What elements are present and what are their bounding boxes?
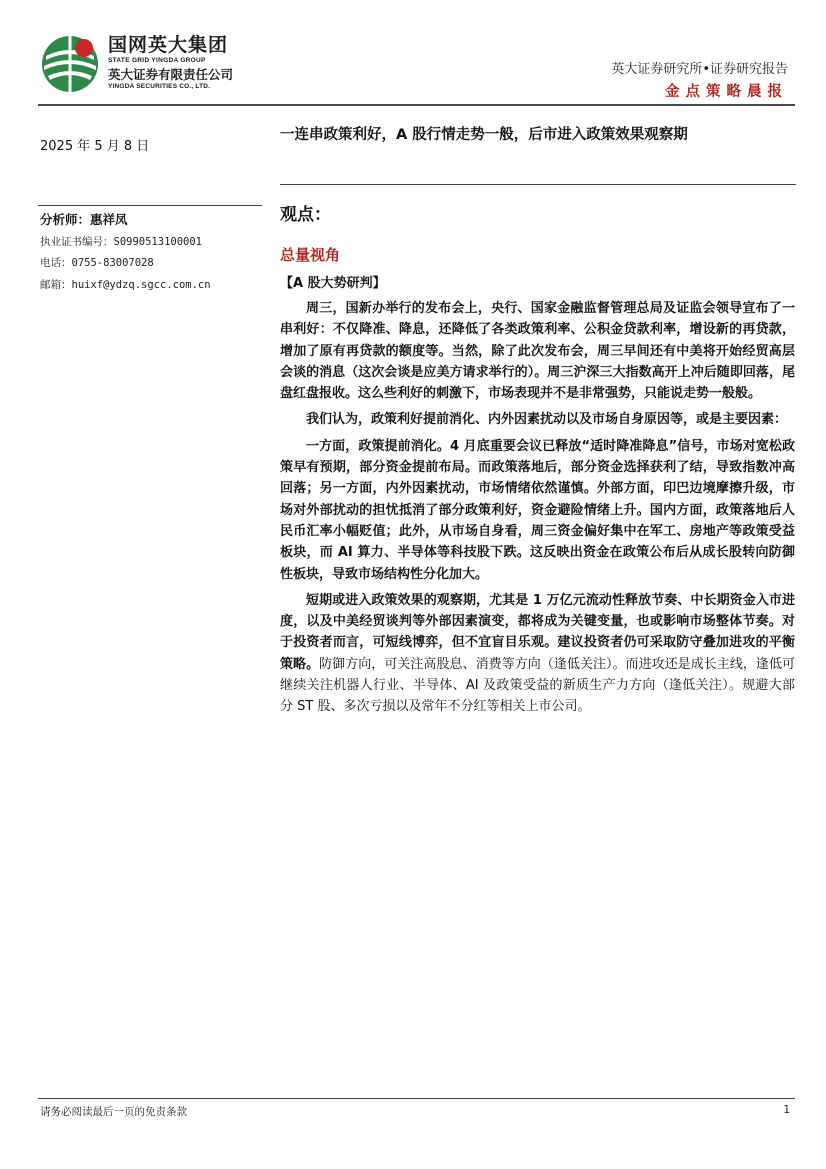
paragraph-4 bbox=[280, 590, 795, 718]
logo-company-name: 英大证券有限责任公司 bbox=[108, 66, 234, 82]
report-date: 2025 年 5 月 8 日 bbox=[40, 139, 150, 154]
footer-divider bbox=[38, 1098, 795, 1099]
analyst-name: 分析师：惠祥凤 bbox=[40, 212, 128, 227]
report-series-label: 金点策略晨报 bbox=[665, 84, 788, 100]
paragraph-4-normal: 防御方向，可关注高股息、消费等方向（逢低关注）。而进攻还是成长主线，逢低可继续关注机器人行业、半导体、AI 及政策受益的新质生产力方向（逢低关注）。规避大部分 ST 股、多次亏损以及常年不分红等相关上市公司。 bbox=[280, 656, 795, 715]
company-logo-text bbox=[108, 36, 233, 91]
analyst-email: 邮箱：huixf@ydzq.sgcc.com.cn bbox=[40, 279, 211, 291]
report-title: 一连串政策利好，A 股行情走势一般，后市进入政策效果观察期 bbox=[280, 127, 688, 143]
logo-group-name-en: STATE GRID YINGDA GROUP bbox=[108, 57, 206, 64]
report-body bbox=[280, 298, 795, 723]
logo-company-name-en: YINGDA SECURITIES CO., LTD. bbox=[108, 83, 211, 90]
company-logo-icon bbox=[40, 34, 100, 94]
section-heading: 总量视角 bbox=[280, 246, 341, 264]
institute-label: 英大证券研究所•证券研究报告 bbox=[611, 62, 788, 77]
subsection-heading: 【A 股大势研判】 bbox=[280, 276, 386, 291]
paragraph-1: 周三，国新办举行的发布会上，央行、国家金融监督管理总局及证监会领导宣布了一串利好：不仅降准、降息，还降低了各类政策利率、公积金贷款利率，增设新的再贷款，增加了原有再贷款的额度等。当然，除了此次发布会，周三早间还有中美将开始经贸高层会谈的消息（这次会谈是应美方请求举行的）。周三沪深三大指数高开上冲后随即回落，尾盘红盘报收。这么些利好的刺激下，市场表现并不是非常强势，只能说走势一般般。 bbox=[280, 301, 795, 402]
paragraph-2: 我们认为，政策利好提前消化、内外因素扰动以及市场自身原因等，或是主要因素： bbox=[306, 412, 788, 428]
header-divider bbox=[38, 104, 795, 106]
logo-group-name: 国网英大集团 bbox=[108, 34, 229, 56]
sidebar-divider bbox=[38, 205, 262, 206]
analyst-phone: 电话：0755-83007028 bbox=[40, 257, 154, 269]
title-divider bbox=[280, 184, 796, 185]
viewpoint-heading: 观点： bbox=[280, 205, 331, 225]
page-number: 1 bbox=[783, 1104, 790, 1116]
footer-disclaimer: 请务必阅读最后一页的免责条款 bbox=[40, 1106, 187, 1118]
analyst-cert: 执业证书编号：S0990513100001 bbox=[40, 236, 203, 248]
paragraph-4-bold: 短期或进入政策效果的观察期，尤其是 1 万亿元流动性释放节奏、中长期资金入市进度，以及中美经贸谈判等外部因素演变，都将成为关键变量，也或影响市场整体节奏。对于投资者而言，可短线博弈，但不宜盲目乐观。建议投资者仍可采取防守叠加进攻的平衡策略。 bbox=[280, 592, 795, 672]
paragraph-3: 一方面，政策提前消化。4 月底重要会议已释放“适时降准降息”信号，市场对宽松政策早有预期，部分资金提前布局。而政策落地后，部分资金选择获利了结，导致指数冲高回落；另一方面，内外因素扰动，市场情绪依然谨慎。外部方面，印巴边境摩擦升级，市场对外部扰动的担忧抵消了部分政策利好，资金避险情绪上升。国内方面，政策落地后人民币汇率小幅贬值；此外，从市场自身看，周三资金偏好集中在军工、房地产等政策受益板块，而 AI 算力、半导体等科技股下跌。这反映出资金在政策公布后从成长股转向防御性板块，导致市场结构性分化加大。 bbox=[280, 438, 795, 582]
